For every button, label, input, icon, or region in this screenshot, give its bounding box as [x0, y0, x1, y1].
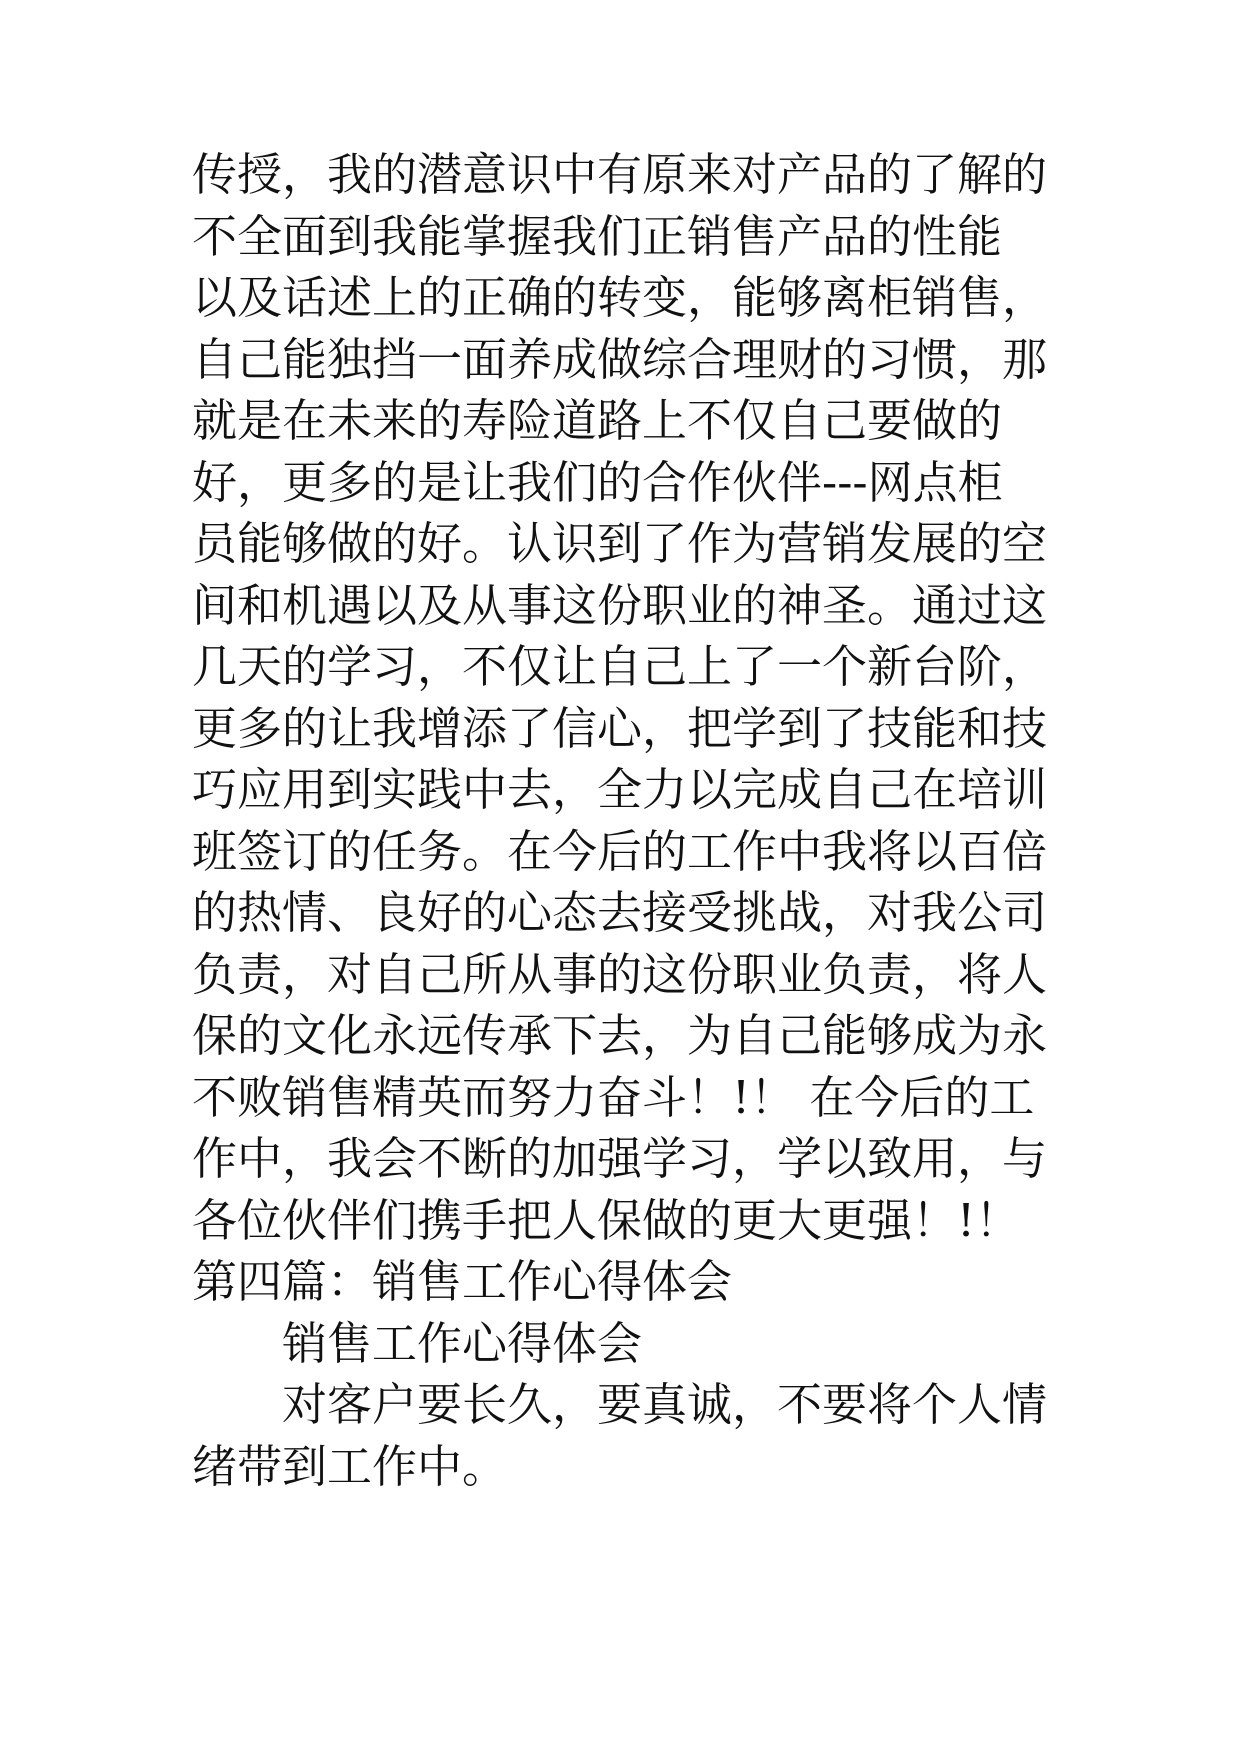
body-line: 保的文化永远传承下去，为自己能够成为永 — [192, 1009, 1048, 1062]
body-line: 以及话述上的正确的转变，能够离柜销售， — [192, 271, 1048, 324]
body-line: 更多的让我增添了信心，把学到了技能和技 — [192, 701, 1048, 755]
body-line: 的热情、良好的心态去接受挑战，对我公司 — [192, 886, 1048, 939]
body-line: 负责，对自己所从事的这份职业负责，将人 — [192, 947, 1048, 1001]
section-heading: 第四篇：销售工作心得体会 — [192, 1255, 733, 1308]
body-line: 作中，我会不断的加强学习，学以致用，与 — [192, 1132, 1048, 1185]
body-line: 几天的学习，不仅让自己上了一个新台阶， — [192, 640, 1048, 693]
document-text — [192, 144, 1082, 1497]
body-line: 班签订的任务。在今后的工作中我将以百倍 — [192, 824, 1048, 878]
body-line: 间和机遇以及从事这份职业的神圣。通过这 — [192, 578, 1048, 632]
section-title: 销售工作心得体会 — [282, 1316, 643, 1370]
paragraph-line: 对客户要长久，要真诚，不要将个人情 — [282, 1378, 1048, 1431]
body-line: 传授，我的潜意识中有原来对产品的了解的 — [192, 148, 1048, 201]
body-line: 各位伙伴们携手把人保做的更大更强！!！ — [192, 1193, 1021, 1247]
body-line: 好，更多的是让我们的合作伙伴---网点柜 — [192, 455, 1003, 509]
body-line: 巧应用到实践中去，全力以完成自己在培训 — [192, 763, 1048, 816]
body-line: 就是在未来的寿险道路上不仅自己要做的 — [192, 394, 1003, 447]
body-line: 不败销售精英而努力奋斗！!！ 在今后的工 — [192, 1070, 1035, 1124]
paragraph-line: 绪带到工作中。 — [192, 1439, 508, 1493]
body-line: 自己能独挡一面养成做综合理财的习惯，那 — [192, 332, 1048, 386]
body-line: 员能够做的好。认识到了作为营销发展的空 — [192, 517, 1048, 570]
body-line: 不全面到我能掌握我们正销售产品的性能 — [192, 209, 1003, 263]
